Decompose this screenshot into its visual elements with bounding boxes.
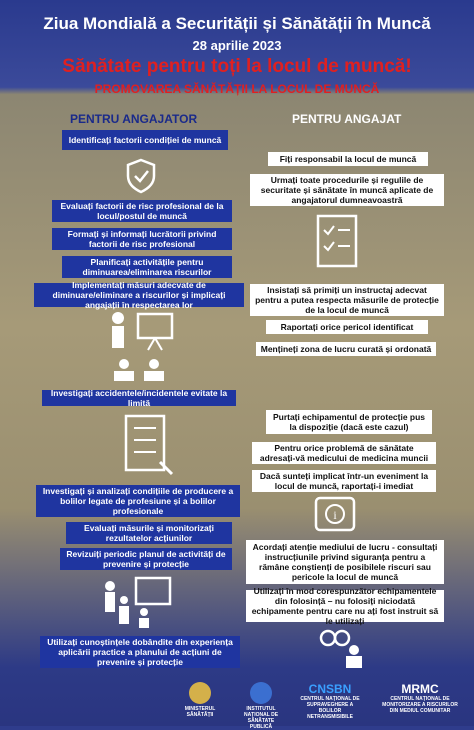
employee-item: Urmați toate procedurile și regulile de securitate și sănătate în muncă aplicate de angajatorul dumneavoastră [250,174,444,206]
employer-header: PENTRU ANGAJATOR [70,112,198,126]
logo-ministry: MINISTERUL SĂNĂTĂȚII [180,682,220,718]
employee-item: Fiți responsabil la locul de muncă [268,152,428,166]
logo-mrmc: MRMC CENTRUL NAȚIONAL DE MONITORIZARE A RISCURILOR DIN MEDIUL COMUNITAR [382,682,458,714]
gear-worker-icon [316,626,366,670]
employer-item: Formați și informați lucrătorii privind factorii de risc profesional [52,228,232,250]
info-monitor-icon [312,494,358,536]
slogan: Sănătate pentru toți la locul de muncă! [62,56,412,77]
employee-header: PENTRU ANGAJAT [292,112,402,126]
insp-emblem-icon [250,682,272,704]
page-title: Ziua Mondială a Securității și Sănătății în Muncă [43,14,431,33]
svg-text:i: i [333,508,337,522]
employee-item: Acordați atenție mediului de lucru - consultați instrucțiunile privind siguranța pentru a rămâne conștienți de posibilele riscuri sau pericole la locul de muncă [246,540,444,584]
employer-item: Utilizați cunoștințele dobândite din experiența aplicării practice a planului de acțiuni de prevenire și protecție [40,636,240,668]
clipboard-icon [312,210,362,270]
presentation-icon [104,308,178,388]
employee-item: Dacă sunteți implicat într-un eveniment la locul de muncă, raportați-i imediat [252,470,436,492]
employer-item: Investigați și analizați condițiile de producere a bolilor legate de profesiune și a bolilor profesionale [36,485,240,517]
employer-item: Planificați activitățile pentru diminuarea/eliminarea riscurilor [62,256,232,278]
team-chart-icon [100,574,174,630]
ministry-emblem-icon [189,682,211,704]
employee-item: Insistați să primiți un instructaj adecvat pentru a putea respecta măsurile de protecție de la locul de muncă [250,284,444,316]
hand-shield-icon [116,156,166,196]
logo-cnsbn: CNSBN CENTRUL NAȚIONAL DE SUPRAVEGHERE A BOLILOR NETRANSMISIBILE [300,682,360,720]
employer-item: Implementați măsuri adecvate de diminuare/eliminare a riscurilor și implicați angajații în respectarea lor [34,283,244,307]
employer-item: Revizuiți periodic planul de activități de prevenire și protecție [60,548,232,570]
employer-item: Identificați factorii condiției de muncă [62,130,228,150]
employee-item: Purtați echipamentul de protecție pus la dispoziție (dacă este cazul) [266,410,432,434]
subtitle: PROMOVAREA SĂNĂTĂȚII LA LOCUL DE MUNCĂ [94,82,380,96]
employer-item: Evaluați măsurile și monitorizați rezultatelor acțiunilor [66,522,232,544]
checklist-icon [116,412,176,478]
employee-item: Utilizați în mod corespunzător echipamentele din folosință – nu folosiți niciodată echipamente pentru care nu ați fost instruit să le utilizați [246,590,444,622]
footer [0,676,474,730]
employee-item: Mențineți zona de lucru curată și ordonată [256,342,436,356]
employee-item: Raportați orice pericol identificat [266,320,428,334]
employer-item: Investigați accidentele/incidentele evitate la limită [42,390,236,406]
employee-item: Pentru orice problemă de sănătate adresați-vă medicului de medicina muncii [252,442,436,464]
logo-insp: INSTITUTUL NAȚIONAL DE SĂNĂTATE PUBLICĂ [236,682,286,730]
employer-item: Evaluați factorii de risc profesional de la locul/postul de muncă [52,200,232,222]
event-date: 28 aprilie 2023 [192,38,282,53]
